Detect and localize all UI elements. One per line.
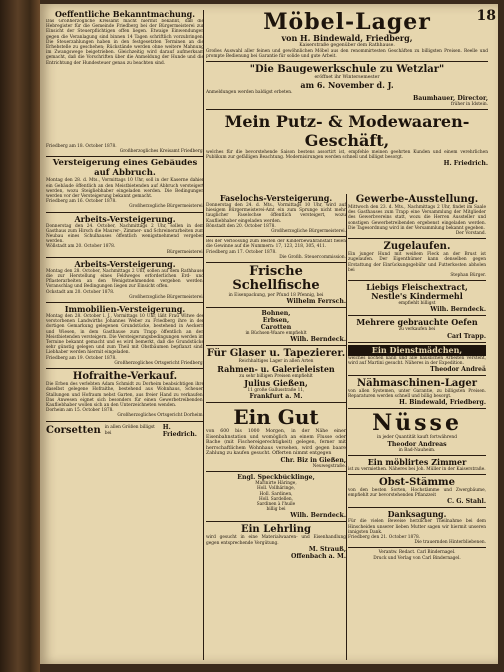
ad-item: Erbsen, [262, 317, 290, 325]
ad-signature: Großherzogliche Bürgermeisterei. [271, 229, 346, 235]
footer-editor: Verantw. Redact. Carl Bindernagel. [378, 550, 456, 556]
ad-title: Hofraithe-Verkauf. [72, 371, 178, 383]
ad-body: in allen Größen billigst bei [104, 425, 155, 436]
ad-dienstmaedchen [348, 345, 486, 373]
ad-title: Mehrere gebrauchte Oefen [356, 318, 478, 328]
ad-title: Obst-Stämme [379, 477, 455, 489]
ad-body: ist zu vermiethen. Näheres bei Joh. Müller in der Kaiserstraße. [348, 466, 486, 472]
ad-note: billig bei [266, 507, 286, 513]
ad-school-signature: Baumhauer, Director, [413, 94, 488, 102]
footer-printer: Druck und Verlag von Carl Bindernagel. [373, 555, 461, 561]
ad-school-title: "Die Baugewerkschule zu Wetzlar" [249, 64, 445, 75]
divider [206, 262, 346, 263]
ad-hofraithe [46, 371, 204, 418]
divider [206, 471, 346, 472]
ad-title: Arbeits-Versteigerung. [74, 259, 176, 269]
ad-item: Holl. Sardinen, [259, 491, 293, 497]
ad-speckbuecklinge [206, 474, 346, 519]
divider [206, 402, 346, 403]
middle-column [206, 194, 346, 560]
ad-body: Die Erben des verlebten Adam Schmidt zu Dorheim beabsichtigen ihre daselbst gelegene Hofraithe, bestehend aus Wohnhaus, Scheuer, Stallungen und Hofraum nebst Garten, aus freier Hand zu verkaufen. Das Anwesen eignet sich besonders für einen Gewerbetreibenden. Kaufliebhaber wollen sich an den Unterzeichneten wenden. [46, 382, 204, 408]
ad-date: Friedberg am 16. October 1878. [46, 199, 117, 205]
ad-putz-body: welches für die bevorstehende Saison bestens assortirt ist, empfehle meinen geehrten Kunden und einem verehrlichen Publikum zur gefälligen Beachtung. Modernisirungen werden schnell und billigst besorgt. [206, 150, 488, 161]
ad-signature: Der Vorstand. [455, 231, 486, 237]
ad-city: Offenbach a. M. [291, 552, 346, 560]
ad-body: Montag den 28. d. Mts., Vormittags 10 Uhr, soll in der Kaserne dahier ein Gebäude öffentlich an den Meistbietenden auf Abbruch versteigert werden, wozu Steigliebhaber eingeladen werden. Die Bedingungen werden vor der Versteigerung bekannt gemacht. [46, 178, 204, 200]
ad-liebig [348, 283, 486, 313]
ad-signature: Großherzogliche Bürgermeisterei. [129, 204, 204, 210]
ad-moebel-address: Kaiserstraße gegenüber dem Rathhause. [299, 43, 395, 48]
ad-title: Immobilien-Versteigerung. [64, 305, 186, 315]
divider [206, 236, 346, 237]
divider [46, 257, 204, 258]
divider [348, 342, 486, 343]
ad-signature: Stephan Bürger. [450, 273, 486, 279]
ad-signature: Großherzogliches Ortsgericht Friedberg. [114, 360, 204, 366]
ad-signature: Großherzogliches Kreisamt Friedberg. [119, 149, 204, 155]
ad-date: Friedberg am 17. October 1878. [206, 249, 277, 255]
ad-title: Versteigerung eines Gebäudes auf Abbruch. [52, 159, 198, 178]
ad-school-note: Anmeldungen werden baldigst erbeten. [206, 89, 293, 95]
ad-date: Wöllstadt am 20. October 1878. [46, 244, 116, 250]
divider [348, 455, 486, 456]
ad-gut [206, 405, 346, 469]
ad-corsetten [46, 424, 204, 438]
ad-body: Montag den 28. October, Nachmittags 2 Uhr, sollen auf dem Rathhause die zur Herstellung eines Feldweges erforderlichen Erd- und Pflasterarbeiten an den Wenigstnehmenden vergeben werden. Voranschlag und Bedingungen liegen zur Einsicht offen. [46, 268, 204, 290]
ad-signature: H. Friedrich. [162, 423, 197, 438]
ad-title: Ein Dienstmädchen, [348, 345, 486, 356]
spine-decoration [4, 90, 34, 570]
ad-gewerbe [348, 194, 486, 236]
ad-signature: Die Großh. Steuercommission. [279, 254, 346, 260]
ad-body: von 600 bis 1000 Morgen, in der Nähe einer Eisenbahnstation und womöglich an einem Flusse oder Bache (mit Fischereigerechtigkeit) gelegen, ferner mit herrschaftlichem Wohnhaus versehen, wird gegen baare Zahlung zu kaufen gesucht. Offerten nimmt entgegen [206, 429, 346, 457]
ad-arbeits-versteigerung [46, 215, 204, 255]
ad-date: Bönstadt den 20. October 1878. [206, 223, 276, 229]
ad-body: in jeder Quantität kauft fortwährend [377, 435, 457, 441]
ad-signature: Die trauernden Hinterbliebenen. [414, 540, 486, 546]
divider [206, 521, 346, 522]
ad-item: Carotten [260, 324, 292, 332]
ad-note: empfiehlt billigst [398, 301, 436, 307]
ad-address: 11 große Gallusstraße 11, [247, 387, 305, 393]
ad-body: Für die vielen Beweise herzlicher Theilnahme bei dem Hinscheiden unserer lieben Mutter sagen wir hiermit unseren innigsten Dank. [348, 519, 486, 535]
ad-city: in Bad-Nauheim. [398, 447, 436, 453]
ad-body: Montag den 28. October l. J., Vormittags 10 Uhr, läßt Frau Witwe des verstorbenen Landwirths Johannes Weber zu Friedberg ihre in der dortigen Gemarkung gelegenen Grundstücke, bestehend in Aeckern und Wiesen, in dem Gasthause zum Trapp öffentlich an den Meistbietenden versteigern. Die Versteigerungsbedingungen werden im Termine bekannt gemacht und es wird bemerkt, daß die Grundstücke sehr günstig gelegen und zum Theil mit Obstbäumen bepflanzt sind. Liebhaber werden hiermit eingeladen. [46, 314, 204, 356]
divider [46, 156, 204, 157]
ad-signature: Julius Gießen, [244, 377, 308, 388]
newspaper-sheet [40, 4, 498, 664]
ad-signature: Chr. Biz in Gießen, [280, 457, 346, 465]
ad-signature: Wilh. Berndeck. [430, 306, 486, 314]
ad-body: Mittwoch den 23. d. Mts., Nachmittags 2 Uhr, findet im Saale des Gasthauses zum Trapp eine Versammlung der Mitglieder des Gewerbvereins statt, wozu die Herren Aussteller und sonstigen Gewerbetreibenden ergebenst eingeladen werden. Die Tagesordnung wird in der Versammlung bekannt gegeben. [348, 205, 486, 231]
ad-verloosung [206, 239, 346, 260]
ad-oeffentliche [46, 10, 204, 154]
ad-moebel-body: Großes Auswahl aller feinen und gewöhnlichen Möbel aus den renommirtesten Geschäften zu billigsten Preisen. Reelle und prompte Bedienung bei Garantie für solide und gute Arbeit. [206, 48, 488, 59]
ad-signature: Theodor Andreä [430, 366, 486, 374]
ad-signature: M. Strauß, [308, 545, 346, 553]
ad-versteigerung-gebaeude [46, 159, 204, 209]
ad-zugelaufen [348, 241, 486, 278]
divider [46, 368, 204, 369]
divider [348, 280, 486, 281]
ad-immobilien [46, 305, 204, 366]
ad-school-signature-2: früher in Idstein. [450, 101, 488, 107]
ad-body: in Büchsen-Waare empfiehlt [245, 331, 307, 337]
ad-school-subtitle: eröffnet ihr Wintersemester [314, 75, 380, 80]
ad-zimmer [348, 458, 486, 472]
ad-subtitle: Nestle's Kindermehl [371, 291, 463, 302]
ad-school-date: am 6. November d. J. [300, 79, 394, 90]
divider [348, 375, 486, 376]
top-section [206, 10, 488, 167]
ad-obststaemme [348, 477, 486, 505]
divider [206, 61, 488, 62]
ad-danksagung [348, 510, 486, 545]
ad-body: Reichhaltiges Lager in allen Arten [238, 359, 314, 365]
ad-schellfische [206, 265, 346, 305]
divider [46, 212, 204, 213]
ad-title: Corsetten [46, 425, 101, 437]
ad-signature: Großherzogliche Bürgermeisterei. [129, 294, 204, 300]
ad-title: Ein Lehrling [241, 524, 311, 536]
ad-body: zu verkaufen bei [398, 327, 436, 333]
ad-gemuese [206, 310, 346, 343]
ad-arbeits-versteigerung-2 [46, 260, 204, 300]
ad-body: Bei der Verloosung zum Besten der Kinderbewahranstalt fielen die Gewinne auf die Nummern: 17, 123, 218, 305, 411. [206, 239, 346, 250]
ad-item: Marinirte Häringe, [255, 481, 297, 487]
ad-note: zu sehr billigen Preisen empfiehlt [239, 373, 313, 379]
divider [348, 474, 486, 475]
divider [206, 109, 488, 110]
ad-title: Nüsse [372, 411, 462, 437]
ad-title: Ein Gut [233, 405, 319, 430]
ad-date: Ockstadt am 20. October 1878. [46, 289, 115, 295]
ad-naehmaschinen [348, 378, 486, 406]
ad-date: Friedberg den 21. October 1878. [348, 535, 421, 541]
ad-title: Für Glaser u. Tapezierer. [206, 348, 346, 360]
right-column [348, 194, 486, 561]
left-column [46, 10, 204, 438]
column-rule [346, 194, 347, 660]
ad-signature: Bürgermeisterei. [166, 249, 204, 255]
ad-title: Danksagung. [387, 510, 447, 520]
ad-item: Holl. Sardellen, [258, 496, 294, 502]
divider [348, 408, 486, 409]
ad-title: Frische Schellfische [232, 265, 320, 294]
page-number: 18 [476, 8, 496, 24]
divider [206, 345, 346, 346]
ad-signature: Carl Trapp. [447, 332, 486, 340]
ad-headline: Rahmen- u. Galerieleisten [217, 363, 335, 374]
divider [348, 547, 486, 548]
ad-city: Frankfurt a. M. [249, 393, 303, 401]
ad-putz-title: Mein Putz- & Modewaaren-Geschäft, [224, 112, 470, 150]
ad-body: von allen Systemen, unter Garantie, zu billigsten Preisen. Reparaturen werden schnell und billig besorgt. [348, 389, 486, 400]
ad-signature: Wilhelm Ferrsch. [286, 298, 346, 306]
ad-body: in Eisenpackung, per Pfund 18 Pfennig, bei [228, 293, 324, 299]
ad-title: Nähmaschinen-Lager [357, 378, 477, 390]
ad-oefen [348, 318, 486, 339]
ad-body: von den besten Sorten, Hochstämme und Zwergbäume, empfiehlt zur bevorstehenden Pflanzzeit [348, 488, 486, 499]
ad-item: Bohnen, [261, 310, 291, 318]
ad-signature: Wilh. Berndeck. [290, 336, 346, 344]
ad-signature: Theodor Andreas [387, 440, 447, 448]
ad-body: Das Großherzogliche Kreisamt macht hiermit bekannt, daß die Hebregister für die Gemeinde Friedberg bei der Bürgermeisterei zur Einsicht der Steuerpflichtigen offen liegen. Etwaige Einwendungen gegen die Veranlagung sind binnen 14 Tagen schriftlich vorzubringen. Die Steuerzahlungen haben in den festgesetzten Terminen an die Erhebstelle zu geschehen; Rückstände werden ohne weitere Mahnung im Zwangswege beigetrieben. Gleichzeitig wird darauf aufmerksam gemacht, daß die Vorschriften über die Anmeldung der Hunde und die Entrichtung der Hundesteuer genau zu beachten sind. [46, 19, 204, 66]
ad-putz-signature: H. Friedrich. [443, 160, 488, 168]
divider [348, 238, 486, 239]
ad-lehrling [206, 524, 346, 559]
ad-title: Zugelaufen. [383, 241, 451, 253]
ad-moebel-by: von H. Bindewald, Friedberg, [281, 33, 413, 43]
ad-item: Holl. Vollhäringe, [256, 486, 296, 492]
ad-title: Ein möblirtes Zimmer [367, 457, 467, 467]
ad-date: Dorheim am 15. October 1878. [46, 408, 114, 414]
ad-faselochs [206, 194, 346, 234]
ad-signature: H. Bindewald, Friedberg. [399, 399, 486, 407]
ad-date: Friedberg am 18. October 1878. [46, 144, 117, 149]
divider [348, 315, 486, 316]
ad-date: Friedberg am 19. October 1878. [46, 355, 117, 361]
ad-body: Donnerstag den 24. d. Mts., Vormittags 10 Uhr, wird auf hiesigem Bürgermeisterei-Amt ein zum Sprunge nicht mehr tauglicher Faselochse öffentlich versteigert, wozu Kaufliebhaber eingeladen werden. [206, 203, 346, 224]
ad-signature: C. G. Stahl. [447, 498, 486, 506]
ad-body: Ein junger Hund mit weißem Fleck an der Brust ist zugelaufen. Der Eigenthümer kann denselben gegen Erstattung der Einrückungsgebühr und Futterkosten abholen bei [348, 252, 486, 273]
ad-body: welches kochen kann und alle häuslichen Arbeiten versteht, wird auf Martini gesucht. Näheres in der Expedition. [348, 355, 486, 366]
divider [206, 307, 346, 308]
ad-signature: Wilh. Berndeck. [290, 512, 346, 520]
divider [348, 507, 486, 508]
ad-glaser [206, 348, 346, 400]
ad-signature-2: Neuwegstraße. [312, 464, 346, 470]
ad-title: Arbeits-Versteigerung. [74, 214, 176, 224]
ad-item: Sardinen à l'huile [256, 502, 296, 508]
ad-signature: Großherzogliches Ortsgericht Dorheim. [117, 413, 204, 419]
ad-body: Donnerstag den 24. October, Nachmittags 2 Uhr, sollen in dem Gasthaus zum Hirsch die Maurer-, Zimmer- und Schreinerarbeiten zum Neubau eines Schulhauses öffentlich wenigstnehmend vergeben werden. [46, 223, 204, 245]
ad-title: Faselochs-Versteigerung. [219, 194, 333, 203]
ad-title: Liebigs Fleischextract, [366, 283, 468, 293]
divider [46, 421, 204, 422]
ad-title: Oeffentliche Bekanntmachung. [54, 10, 196, 19]
ad-nuesse [348, 411, 486, 452]
divider [46, 302, 204, 303]
ad-moebel-title: Möbel-Lager [263, 9, 431, 35]
ad-title: Engl. Speckbücklinge, [237, 474, 315, 482]
ad-body: wird gesucht in eine Materialwaaren- und Eisenhandlung gegen entsprechende Vergütung. [206, 535, 346, 546]
ad-title: Gewerbe-Ausstellung. [355, 194, 479, 205]
